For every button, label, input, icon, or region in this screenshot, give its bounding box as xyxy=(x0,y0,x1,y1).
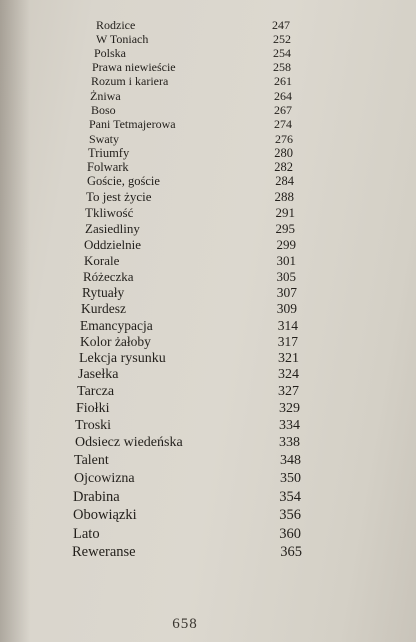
entry-page-number: 356 xyxy=(279,507,301,523)
entry-title: Goście, goście xyxy=(87,174,160,188)
entry-title: Swaty xyxy=(89,132,119,146)
entry-title: Rytuały xyxy=(82,285,125,300)
entry-page-number: 301 xyxy=(276,253,296,268)
entry-page-number: 284 xyxy=(275,174,294,188)
entry-page-number: 280 xyxy=(274,146,293,160)
page-number: 658 xyxy=(172,616,198,632)
entry-title: Prawa niewieście xyxy=(92,60,176,74)
entry-page-number: 247 xyxy=(272,18,290,32)
entry-title: Korale xyxy=(84,253,120,268)
entry-page-number: 276 xyxy=(275,132,293,146)
entry-page-number: 314 xyxy=(277,318,298,333)
entry-title: Zasiedliny xyxy=(85,221,140,236)
entry-page-number: 299 xyxy=(276,237,296,252)
entry-page-number: 264 xyxy=(274,89,292,103)
entry-title: Rozum i kariera xyxy=(91,74,169,88)
list-item xyxy=(0,470,416,488)
entry-title: Emancypacja xyxy=(80,318,153,333)
entry-page-number: 321 xyxy=(278,351,299,366)
entry-page-number: 274 xyxy=(274,117,292,131)
entry-page-number: 324 xyxy=(278,367,299,382)
entry-title: Troski xyxy=(75,418,112,433)
entry-title: Folwark xyxy=(87,160,129,174)
entry-title: Polska xyxy=(94,46,127,60)
entry-page-number: 334 xyxy=(279,418,300,433)
entry-title: Kolor żałoby xyxy=(80,334,151,349)
entry-page-number: 261 xyxy=(274,74,292,88)
entry-page-number: 365 xyxy=(280,544,302,560)
entry-title: Talent xyxy=(74,453,109,468)
entry-page-number: 327 xyxy=(278,384,299,399)
entry-page-number: 350 xyxy=(280,471,301,486)
entry-page-number: 254 xyxy=(273,46,291,60)
entry-title: Boso xyxy=(91,103,116,117)
entry-title: Obowiązki xyxy=(73,507,137,523)
list-item xyxy=(0,417,416,435)
entry-page-number: 258 xyxy=(273,60,291,74)
entry-page-number: 305 xyxy=(276,269,296,284)
entry-page-number: 338 xyxy=(279,435,300,450)
entry-title: Fiołki xyxy=(76,401,110,416)
entry-title: Drabina xyxy=(73,489,120,505)
entry-title: Oddzielnie xyxy=(84,237,142,252)
entry-title: Ojcowizna xyxy=(74,471,135,486)
entry-page-number: 317 xyxy=(277,334,298,349)
entry-title: Pani Tetmajerowa xyxy=(89,117,176,131)
entry-title: Tkliwość xyxy=(85,205,134,220)
list-item xyxy=(0,434,416,452)
entry-page-number: 282 xyxy=(274,160,293,174)
entry-page-number: 252 xyxy=(273,32,291,46)
entry-title: Rodzice xyxy=(96,18,136,32)
entry-title: Żniwa xyxy=(90,89,121,103)
entry-page-number: 348 xyxy=(280,453,301,468)
list-item xyxy=(0,300,416,318)
entry-title: Lekcja rysunku xyxy=(79,351,166,366)
list-item xyxy=(0,383,416,401)
list-item xyxy=(0,506,416,524)
list-item xyxy=(0,543,416,561)
list-item xyxy=(0,333,416,351)
list-item xyxy=(0,400,416,418)
entry-title: W Toniach xyxy=(96,32,149,46)
list-item xyxy=(0,366,416,384)
entry-page-number: 288 xyxy=(274,189,294,204)
list-item xyxy=(0,525,416,543)
entry-page-number: 267 xyxy=(274,103,292,117)
entry-page-number: 329 xyxy=(279,401,300,416)
entry-title: To jest życie xyxy=(86,189,152,204)
entry-title: Jasełka xyxy=(78,367,119,382)
entry-title: Odsiecz wiedeńska xyxy=(75,435,183,450)
list-item xyxy=(0,452,416,470)
entry-title: Lato xyxy=(73,526,100,542)
entry-title: Tarcza xyxy=(77,384,115,399)
list-item xyxy=(0,488,416,506)
entry-page-number: 309 xyxy=(276,301,297,316)
entry-page-number: 295 xyxy=(275,221,295,236)
entry-title: Triumfy xyxy=(88,146,130,160)
entry-title: Kurdesz xyxy=(81,301,126,316)
entry-page-number: 307 xyxy=(276,285,297,300)
entry-title: Różeczka xyxy=(83,269,134,284)
entry-page-number: 291 xyxy=(275,205,295,220)
entry-page-number: 360 xyxy=(279,526,301,542)
entry-title: Reweranse xyxy=(72,544,136,560)
entry-page-number: 354 xyxy=(279,489,301,505)
